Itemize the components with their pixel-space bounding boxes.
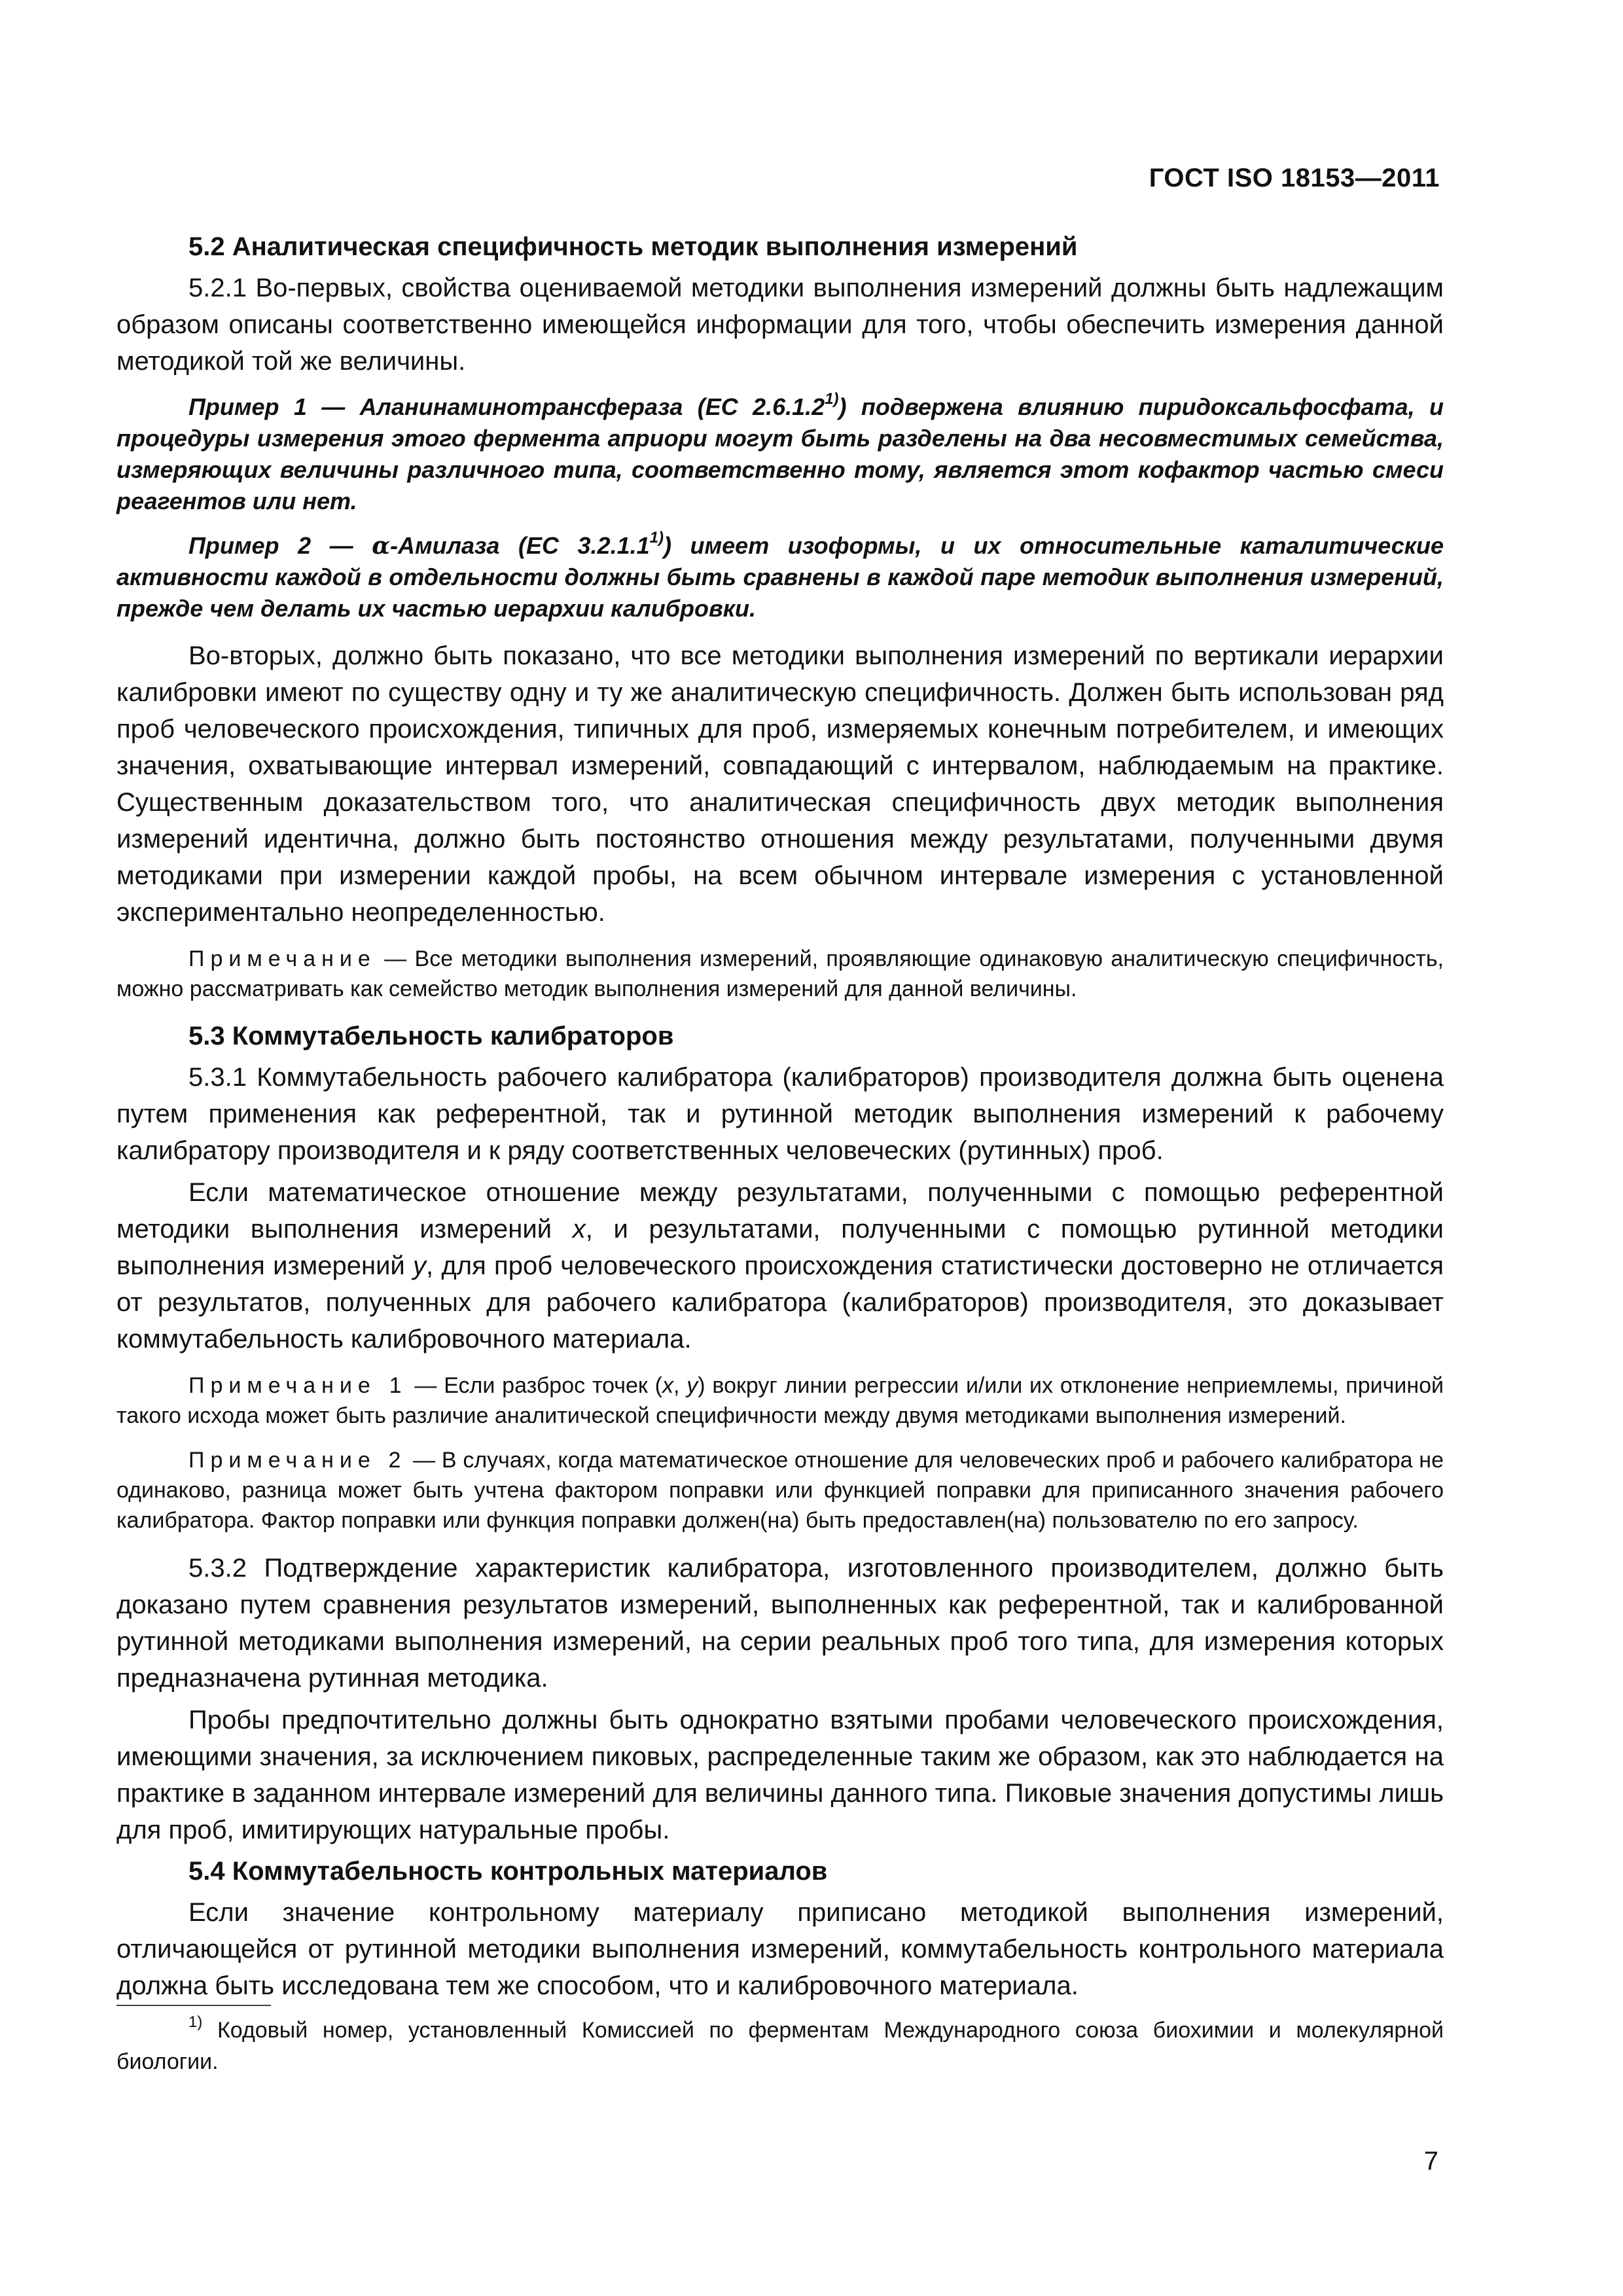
footnote-divider: [116, 2005, 271, 2006]
section-heading-5-3: 5.3 Коммутабельность калибраторов: [188, 1022, 674, 1050]
paragraph-5-3-1-second: [116, 1174, 1444, 1357]
paragraph-text: , для проб человеческого происхождения статистически достоверно не отличается от результатов, полученных для рабочего калибратора (калибраторов) производителя, это доказывает коммутабельность калибровочного материала.: [116, 1251, 1444, 1354]
variable-x: x: [572, 1215, 586, 1244]
variable-x: x: [662, 1373, 673, 1398]
note-text: — Все методики выполнения измерений, проявляющие одинаковую аналитическую специфичность, можно рассматривать как семейство методик выполнения измерений для данной величины.: [116, 946, 1444, 1001]
footnote-reference: 1): [649, 529, 664, 547]
variable-y: y: [687, 1373, 698, 1398]
alpha-symbol: α: [372, 532, 390, 560]
variable-y: y: [413, 1251, 427, 1280]
paragraph-5-3-2: 5.3.2 Подтверждение характеристик калибратора, изготовленного производителем, должно быть доказано путем сравнения результатов измерений, выполненных как референтной, так и калиброванной рутинной методиками выполнения измерений, на серии реальных проб того типа, для измерения которых предназначена рутинная методика.: [116, 1554, 1444, 1693]
example-2-text-start: Пример 2 —: [188, 532, 372, 559]
page-body: [116, 229, 1444, 2009]
note-text: — Если разброс точек (: [407, 1373, 662, 1398]
example-2: [116, 530, 1444, 624]
note-5-3-1: [116, 1371, 1444, 1431]
paragraph-5-2-second: Во-вторых, должно быть показано, что все методики выполнения измерений по вертикали иерархии калибровки имеют по существу одну и ту же аналитическую специфичность. Должен быть использован ряд проб человеческого происхождения, типичных для проб, измеряемых конечным потребителем, и имеющих значения, охватывающие интервал измерений, совпадающий с интервалом, наблюдаемым на практике. Существенным доказательством того, что аналитическая специфичность двух методик выполнения измерений идентична, должно быть постоянство отношения между результатами, полученными двумя методиками при измерении каждой пробы, на всем обычном интервале измерения с установленной экспериментально неопределенностью.: [116, 641, 1444, 927]
footnote-mark: 1): [188, 2013, 203, 2031]
page-number: 7: [1423, 2147, 1438, 2176]
example-1: [116, 391, 1444, 517]
example-2-text-end: ) имеет изоформы, и их относительные каталитические активности каждой в отдельности должны быть сравнены в каждой паре методик выполнения измерений, прежде чем делать их частью иерархии калибровки.: [116, 532, 1444, 622]
paragraph-5-3-1: 5.3.1 Коммутабельность рабочего калибратора (калибраторов) производителя должна быть оценена путем применения как референтной, так и рутинной методик выполнения измерений к рабочему калибратору производителя и к ряду соответственных человеческих (рутинных) проб.: [116, 1063, 1444, 1165]
section-heading-5-4: 5.4 Коммутабельность контрольных материалов: [188, 1857, 828, 1886]
footnote-reference: 1): [825, 390, 839, 408]
example-1-text-end: ) подвержена влиянию пиридоксальфосфата, и процедуры измерения этого фермента априори могут быть разделены на два несовместимых семейства, измеряющих величины различного типа, соответственно тому, является этот кофактор частью смеси реагентов или нет.: [116, 393, 1444, 514]
paragraph-text: , и результатами, полученными с помощью рутинной методики выполнения измерений: [116, 1215, 1444, 1280]
note-label: Примечание: [188, 946, 376, 971]
footnote: [116, 2015, 1444, 2077]
paragraph-text: Если математическое отношение между результатами, полученными с помощью референтной методики выполнения измерений: [116, 1178, 1444, 1244]
example-2-text-mid: -Амилаза (ЕС 3.2.1.1: [389, 532, 650, 559]
footnote-text: Кодовый номер, установленный Комиссией по ферментам Международного союза биохимии и молекулярной биологии.: [116, 2018, 1444, 2074]
paragraph-5-2-1: 5.2.1 Во-первых, свойства оцениваемой методики выполнения измерений должны быть надлежащим образом описаны соответственно имеющейся информации для того, чтобы обеспечить измерения данной методикой той же величины.: [116, 274, 1444, 376]
document-standard-id: ГОСТ ISO 18153—2011: [1149, 164, 1440, 192]
paragraph-5-3-2-second: Пробы предпочтительно должны быть однократно взятыми пробами человеческого происхождения, имеющими значения, за исключением пиковых, распределенные таким же образом, как это наблюдается на практике в заданном интервале измерений для величины данного типа. Пиковые значения допустимы лишь для проб, имитирующих натуральные пробы.: [116, 1706, 1444, 1844]
note-text: ,: [673, 1373, 687, 1398]
example-1-text-start: Пример 1 — Аланинаминотрансфераза (ЕС 2.6.1.2: [188, 393, 825, 420]
note-5-2: [116, 944, 1444, 1004]
note-label: Примечание 2: [188, 1448, 407, 1473]
note-5-3-2: [116, 1445, 1444, 1535]
note-text: — В случаях, когда математическое отношение для человеческих проб и рабочего калибратора не одинаково, разница может быть учтена фактором поправки или функцией поправки для приписанного значения рабочего калибратора. Фактор поправки или функция поправки должен(на) быть предоставлен(на) пользователю по его запросу.: [116, 1448, 1444, 1533]
note-text: ) вокруг линии регрессии и/или их отклонение неприемлемы, причиной такого исхода может быть различие аналитической специфичности между двумя методиками выполнения измерений.: [116, 1373, 1444, 1428]
section-heading-5-2: 5.2 Аналитическая специфичность методик выполнения измерений: [188, 232, 1078, 261]
paragraph-5-4: Если значение контрольному материалу приписано методикой выполнения измерений, отличающейся от рутинной методики выполнения измерений, коммутабельность контрольного материала должна быть исследована тем же способом, что и калибровочного материала.: [116, 1898, 1444, 2000]
note-label: Примечание 1: [188, 1373, 408, 1398]
